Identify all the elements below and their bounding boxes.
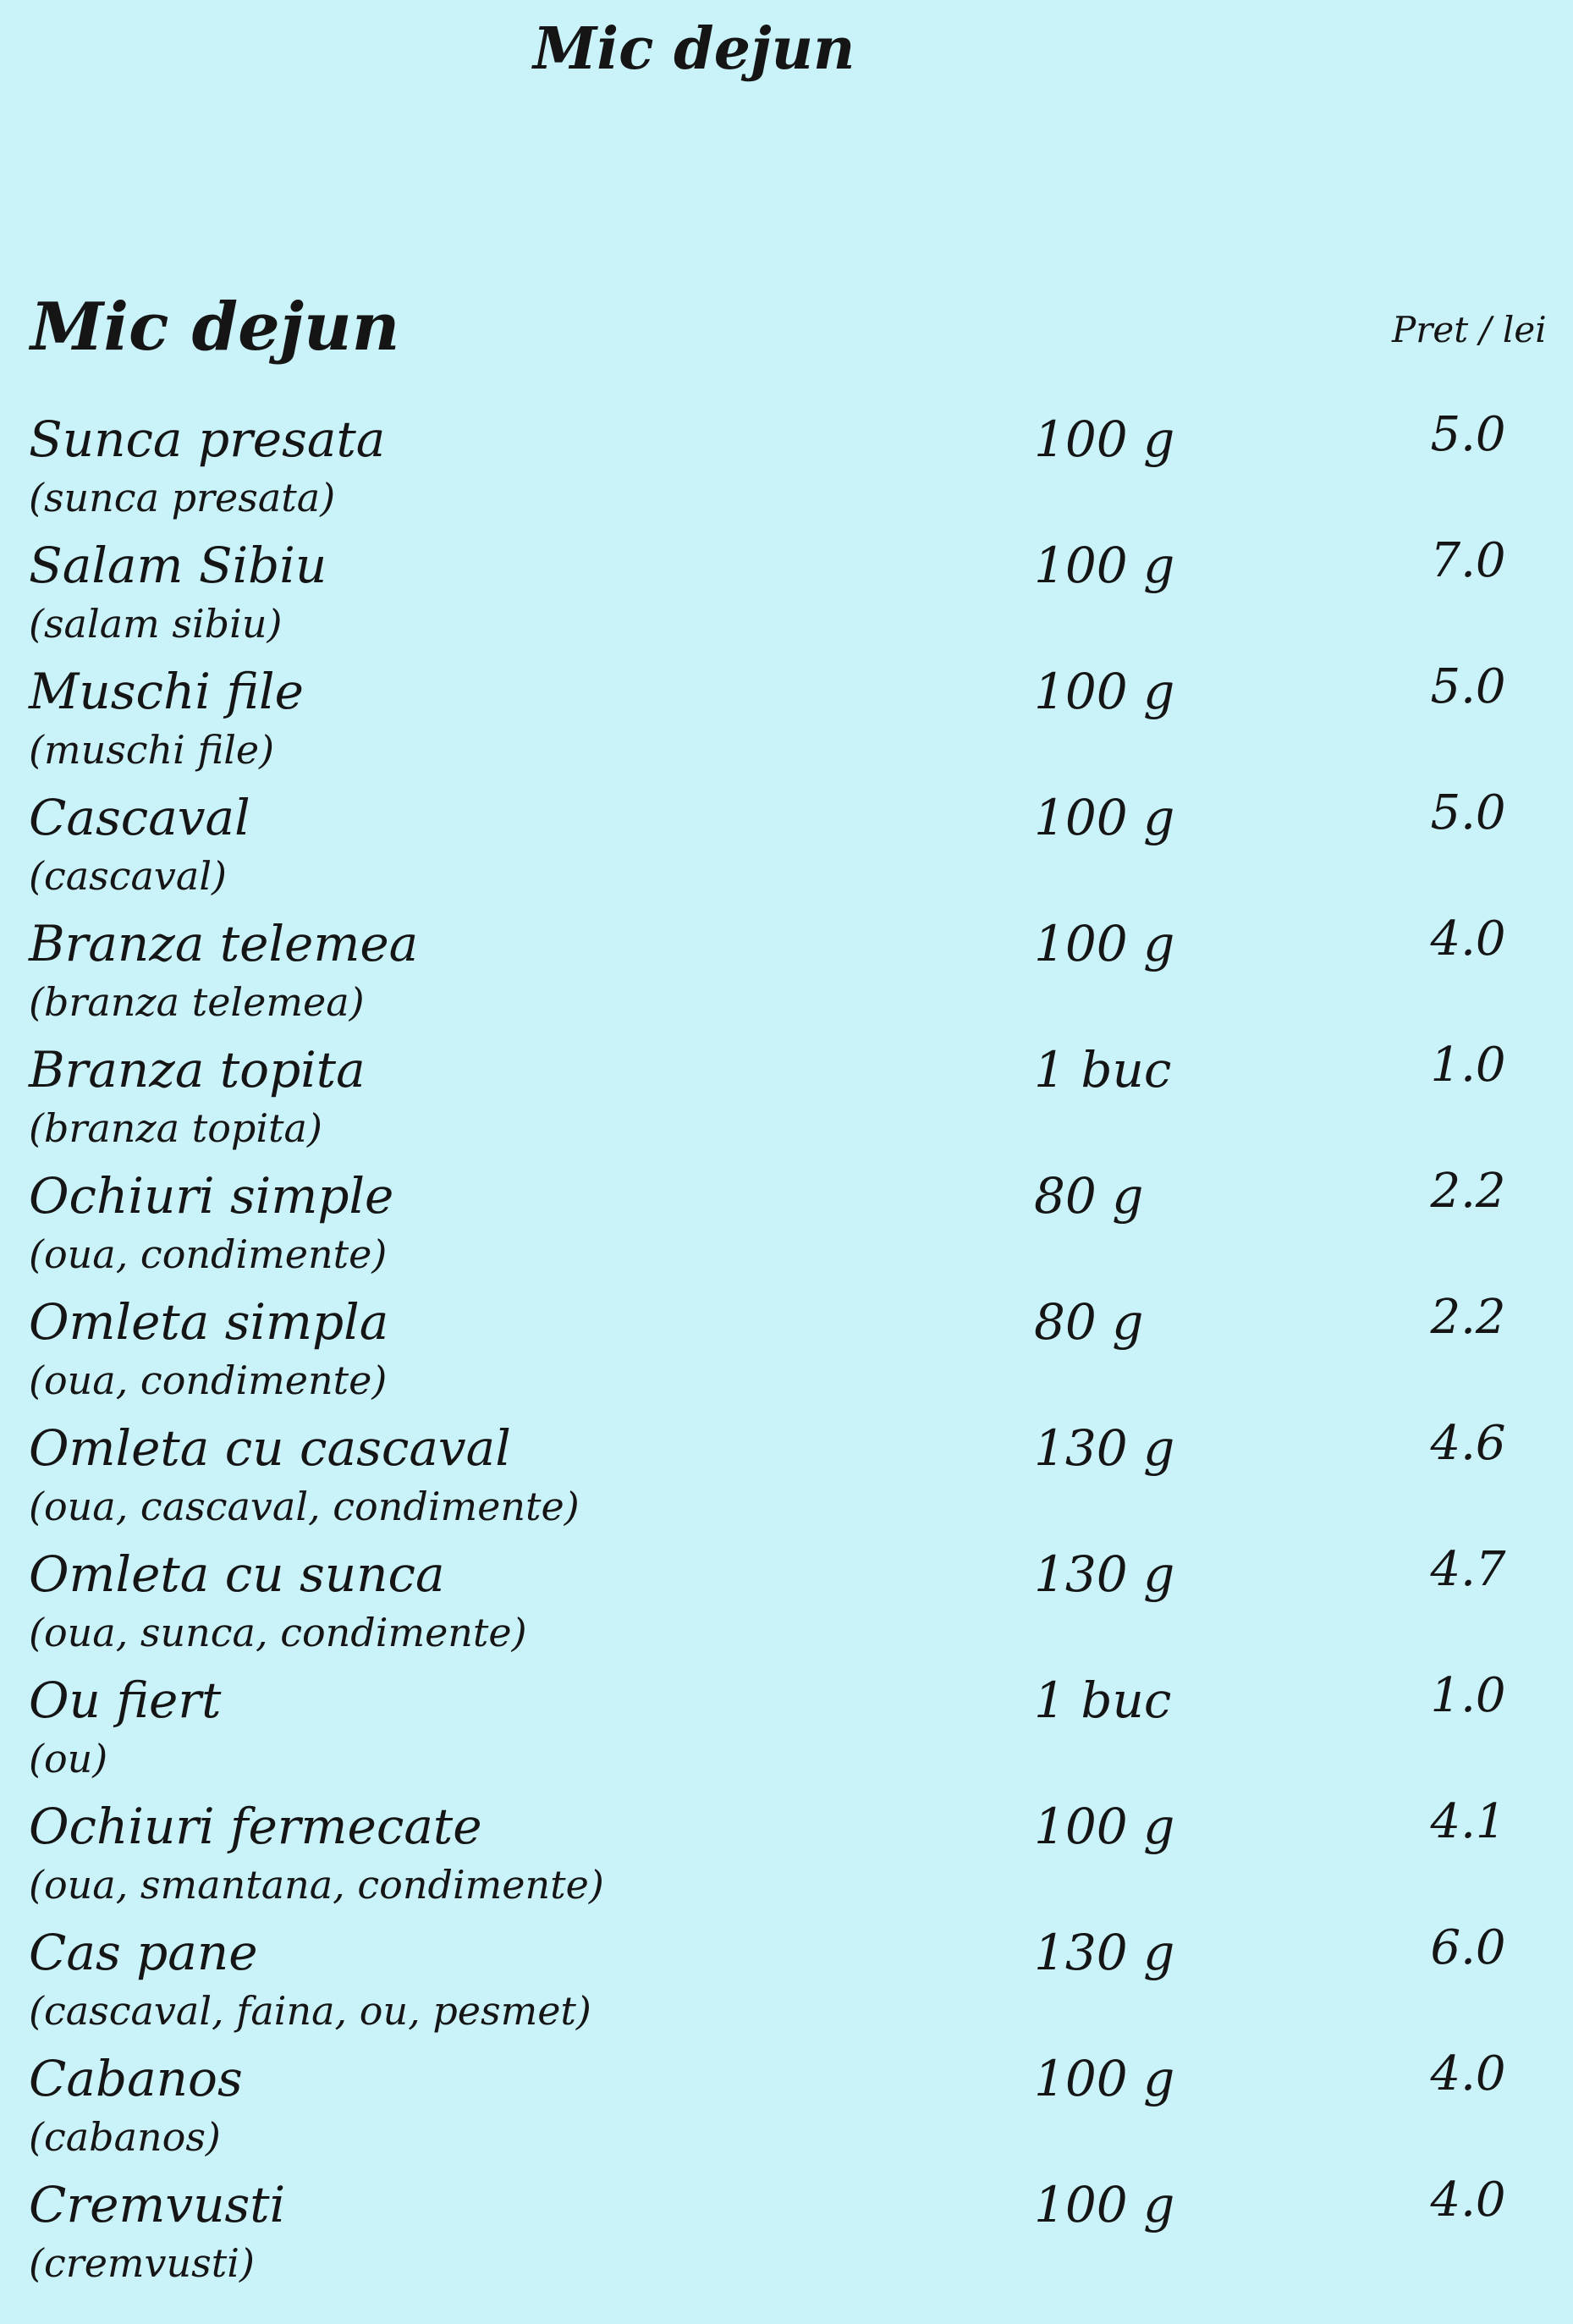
menu-item xyxy=(0,1666,1573,1792)
item-quantity: 100 g xyxy=(1034,789,1175,846)
menu-item xyxy=(0,783,1573,909)
item-quantity: 100 g xyxy=(1034,2176,1175,2233)
item-ingredients: (ou) xyxy=(29,1736,108,1782)
item-ingredients: (cascaval) xyxy=(29,853,227,899)
item-price: 4.0 xyxy=(1430,2173,1506,2228)
item-name: Ochiuri fermecate xyxy=(29,1798,482,1855)
item-quantity: 100 g xyxy=(1034,915,1175,972)
menu-item xyxy=(0,1792,1573,1918)
price-column-header: Pret / lei xyxy=(1392,309,1547,350)
menu-item xyxy=(0,2170,1573,2296)
item-name: Branza telemea xyxy=(29,915,419,972)
item-name: Sunca presata xyxy=(29,410,386,468)
item-quantity: 100 g xyxy=(1034,663,1175,720)
item-name: Omleta simpla xyxy=(29,1293,389,1351)
menu-item xyxy=(0,909,1573,1035)
item-price: 4.6 xyxy=(1430,1416,1506,1471)
item-quantity: 100 g xyxy=(1034,2050,1175,2107)
item-name: Cremvusti xyxy=(29,2176,286,2233)
menu-item xyxy=(0,657,1573,783)
item-ingredients: (branza topita) xyxy=(29,1105,322,1151)
menu-item xyxy=(0,405,1573,531)
item-price: 1.0 xyxy=(1430,1668,1506,1723)
item-ingredients: (salam sibiu) xyxy=(29,601,283,647)
menu-item xyxy=(0,1539,1573,1666)
menu-item xyxy=(0,1161,1573,1287)
item-price: 7.0 xyxy=(1430,533,1506,588)
item-ingredients: (oua, smantana, condimente) xyxy=(29,1862,604,1908)
item-name: Omleta cu cascaval xyxy=(29,1419,511,1477)
item-quantity: 100 g xyxy=(1034,537,1175,594)
menu-list xyxy=(0,405,1573,2296)
item-quantity: 100 g xyxy=(1034,410,1175,468)
item-price: 5.0 xyxy=(1430,785,1506,840)
item-ingredients: (muschi file) xyxy=(29,727,275,773)
item-price: 4.0 xyxy=(1430,2046,1506,2101)
page-header: Mic dejun xyxy=(533,15,855,83)
item-ingredients: (cascaval, faina, ou, pesmet) xyxy=(29,1988,591,2034)
item-ingredients: (oua, condimente) xyxy=(29,1358,388,1403)
item-quantity: 100 g xyxy=(1034,1798,1175,1855)
menu-item xyxy=(0,2044,1573,2170)
item-name: Cascaval xyxy=(29,789,250,846)
item-price: 5.0 xyxy=(1430,659,1506,714)
item-name: Cas pane xyxy=(29,1924,258,1981)
item-price: 2.2 xyxy=(1430,1164,1506,1219)
item-price: 4.0 xyxy=(1430,911,1506,966)
item-quantity: 130 g xyxy=(1034,1545,1175,1603)
item-quantity: 130 g xyxy=(1034,1924,1175,1981)
menu-item xyxy=(0,1918,1573,2044)
item-name: Branza topita xyxy=(29,1041,366,1099)
item-ingredients: (branza telemea) xyxy=(29,979,365,1025)
item-name: Omleta cu sunca xyxy=(29,1545,445,1603)
item-price: 2.2 xyxy=(1430,1290,1506,1345)
item-quantity: 80 g xyxy=(1034,1293,1144,1351)
item-ingredients: (sunca presata) xyxy=(29,475,336,520)
item-quantity: 80 g xyxy=(1034,1167,1144,1225)
item-price: 5.0 xyxy=(1430,407,1506,462)
menu-item xyxy=(0,1287,1573,1413)
item-name: Salam Sibiu xyxy=(29,537,327,594)
item-ingredients: (oua, sunca, condimente) xyxy=(29,1610,527,1655)
menu-item xyxy=(0,531,1573,657)
item-ingredients: (oua, cascaval, condimente) xyxy=(29,1484,580,1529)
item-name: Cabanos xyxy=(29,2050,243,2107)
item-ingredients: (cremvusti) xyxy=(29,2240,255,2286)
item-price: 1.0 xyxy=(1430,1038,1506,1093)
section-title: Mic dejun xyxy=(30,289,400,366)
item-ingredients: (oua, condimente) xyxy=(29,1231,388,1277)
item-quantity: 1 buc xyxy=(1034,1671,1172,1729)
item-price: 4.1 xyxy=(1430,1794,1506,1849)
item-ingredients: (cabanos) xyxy=(29,2114,221,2160)
menu-item xyxy=(0,1035,1573,1161)
item-price: 4.7 xyxy=(1430,1542,1506,1597)
item-quantity: 130 g xyxy=(1034,1419,1175,1477)
item-name: Ou fiert xyxy=(29,1671,222,1729)
item-quantity: 1 buc xyxy=(1034,1041,1172,1099)
item-name: Muschi file xyxy=(29,663,304,720)
item-name: Ochiuri simple xyxy=(29,1167,394,1225)
item-price: 6.0 xyxy=(1430,1920,1506,1975)
menu-item xyxy=(0,1413,1573,1539)
